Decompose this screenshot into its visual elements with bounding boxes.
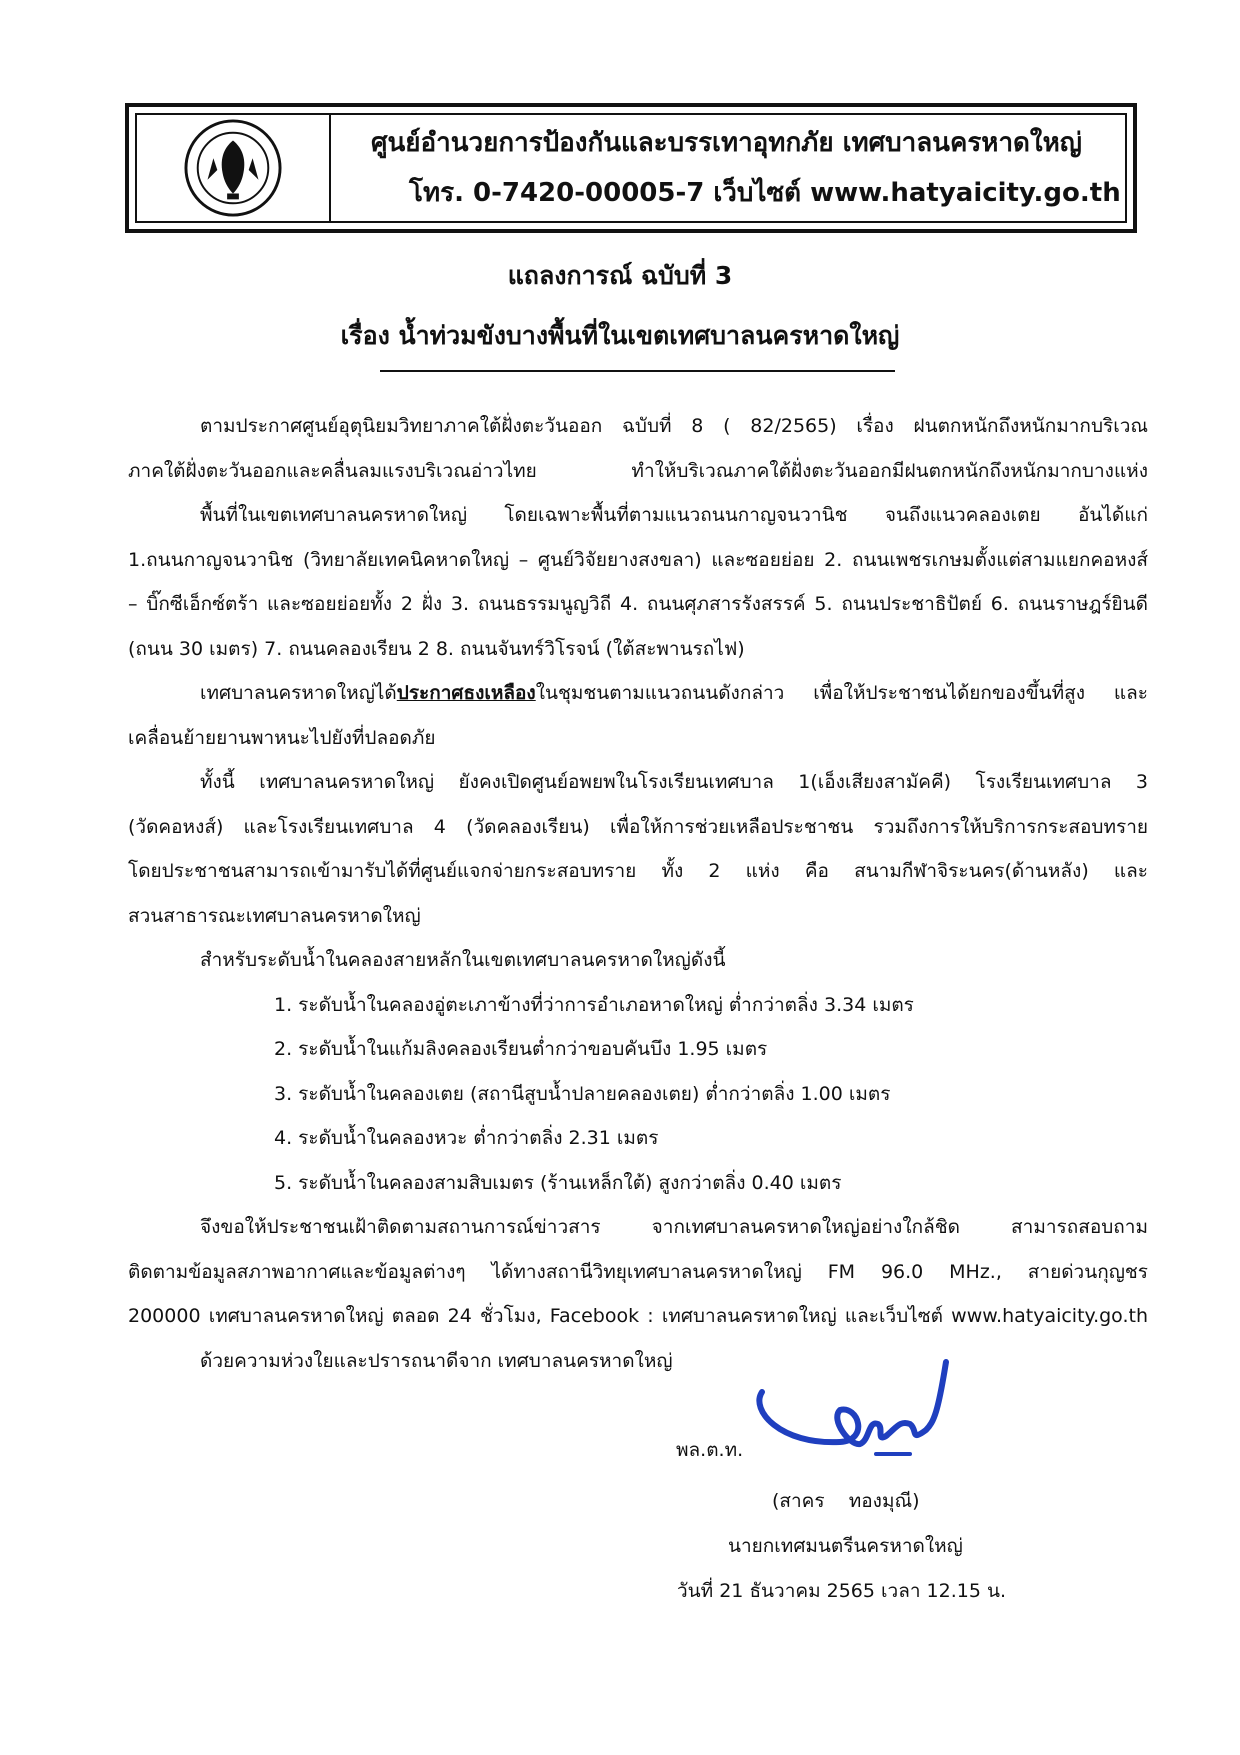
closing-line: ด้วยความห่วงใยและปรารถนาดีจาก เทศบาลนครหาดใหญ่ <box>200 1349 673 1372</box>
body-line: จึงขอให้ประชาชนเฝ้าติดตามสถานการณ์ข่าวสาร จากเทศบาลนครหาดใหญ่อย่างใกล้ชิด สามารถสอบถาม <box>200 1216 1148 1238</box>
water-level-item: 4. ระดับน้ำในคลองหวะ ต่ำกว่าตลิ่ง 2.31 เมตร <box>274 1127 659 1149</box>
body-line <box>128 671 1148 716</box>
body-text: ในชุมชนตามแนวถนนดังกล่าว เพื่อให้ประชาชนได้ยกของขึ้นที่สูง และ <box>535 682 1148 704</box>
body-line: พื้นที่ในเขตเทศบาลนครหาดใหญ่ โดยเฉพาะพื้นที่ตามแนวถนนกาญจนวานิช จนถึงแนวคลองเตย อันได้แก่ <box>200 504 1148 526</box>
title-divider <box>380 370 895 372</box>
letterhead-text <box>357 115 1121 221</box>
water-level-item: 1. ระดับน้ำในคลองอู่ตะเภาข้างที่ว่าการอำเภอหาดใหญ่ ต่ำกว่าตลิ่ง 3.34 เมตร <box>274 993 914 1016</box>
body-line: ทั้งนี้ เทศบาลนครหาดใหญ่ ยังคงเปิดศูนย์อพยพในโรงเรียนเทศบาล 1(เอ็งเสียงสามัคคี) โรงเรียนเทศบาล 3 <box>200 771 1148 793</box>
body-line: (วัดคอหงส์) และโรงเรียนเทศบาล 4 (วัดคลองเรียน) เพื่อให้การช่วยเหลือประชาชน รวมถึงการให้บริการกระสอบทราย <box>128 815 1148 838</box>
issue-date: วันที่ 21 ธันวาคม 2565 เวลา 12.15 น. <box>677 1580 1007 1602</box>
water-level-item: 2. ระดับน้ำในแก้มลิงคลองเรียนต่ำกว่าขอบคันบึง 1.95 เมตร <box>274 1038 768 1060</box>
body-line: – บิ๊กซีเอ็กซ์ตร้า และซอยย่อยทั้ง 2 ฝั่ง 3. ถนนธรรมนูญวิถี 4. ถนนศุภสารรังสรรค์ 5. ถนนประชาธิปัตย์ 6. ถนนราษฎร์ยินดี <box>128 593 1148 615</box>
signer-rank: พล.ต.ท. <box>676 1439 744 1461</box>
body-line: โดยประชาชนสามารถเข้ามารับได้ที่ศูนย์แจกจ่ายกระสอบทราย ทั้ง 2 แห่ง คือ สนามกีฬาจิระนคร(ด้านหลัง) และ <box>128 860 1148 882</box>
signer-name: (สาคร ทองมุณี) <box>772 1490 920 1512</box>
body-line: ติดตามข้อมูลสภาพอากาศและข้อมูลต่างๆ ได้ทางสถานีวิทยุเทศบาลนครหาดใหญ่ FM 96.0 MHz., สายด่วนกุญชร <box>128 1260 1148 1283</box>
body-line: 1.ถนนกาญจนวานิช (วิทยาลัยเทคนิคหาดใหญ่ – ศูนย์วิจัยยางสงขลา) และซอยย่อย 2. ถนนเพชรเกษมตั้งแต่สามแยกคอหงส์ <box>128 548 1148 571</box>
letterhead-inner-frame <box>135 113 1127 223</box>
body-line: ตามประกาศศูนย์อุตุนิยมวิทยาภาคใต้ฝั่งตะวันออก ฉบับที่ 8 ( 82/2565) เรื่อง ฝนตกหนักถึงหนักมากบริเวณ <box>200 415 1148 437</box>
body-line: (ถนน 30 เมตร) 7. ถนนคลองเรียน 2 8. ถนนจันทร์วิโรจน์ (ใต้สะพานรถไฟ) <box>128 637 745 660</box>
announcement-body <box>128 404 1148 1383</box>
center-name: ศูนย์อำนวยการป้องกันและบรรเทาอุทกภัย เทศบาลนครหาดใหญ่ <box>371 128 1082 158</box>
letterhead-box <box>125 103 1137 233</box>
municipal-seal-icon <box>184 119 282 217</box>
water-level-item: 5. ระดับน้ำในคลองสามสิบเมตร (ร้านเหล็กใต้) สูงกว่าตลิ่ง 0.40 เมตร <box>274 1171 842 1194</box>
body-text: เทศบาลนครหาดใหญ่ได้ <box>200 682 397 704</box>
body-line: สวนสาธารณะเทศบาลนครหาดใหญ่ <box>128 904 421 927</box>
announcement-subject: เรื่อง น้ำท่วมขังบางพื้นที่ในเขตเทศบาลนครหาดใหญ่ <box>340 321 900 350</box>
body-line: เคลื่อนย้ายยานพาหนะไปยังที่ปลอดภัย <box>128 726 436 749</box>
logo-cell <box>137 115 331 221</box>
body-line: 200000 เทศบาลนครหาดใหญ่ ตลอด 24 ชั่วโมง, Facebook : เทศบาลนครหาดใหญ่ และเว็บไซต์ www.hatyaicity.go.th <box>128 1305 1148 1327</box>
water-level-item: 3. ระดับน้ำในคลองเตย (สถานีสูบน้ำปลายคลองเตย) ต่ำกว่าตลิ่ง 1.00 เมตร <box>274 1082 891 1105</box>
body-line: ภาคใต้ฝั่งตะวันออกและคลื่นลมแรงบริเวณอ่าวไทย ทำให้บริเวณภาคใต้ฝั่งตะวันออกมีฝนตกหนักถึงหนักมากบางแห่ง <box>128 459 1148 482</box>
announcement-number: แถลงการณ์ ฉบับที่ 3 <box>507 261 733 290</box>
signer-position: นายกเทศมนตรีนครหาดใหญ่ <box>728 1535 963 1557</box>
yellow-flag-notice: ประกาศธงเหลือง <box>396 682 536 704</box>
contact-line: โทร. 0-7420-00005-7 เว็บไซต์ www.hatyaicity.go.th <box>409 178 1121 208</box>
body-line: สำหรับระดับน้ำในคลองสายหลักในเขตเทศบาลนครหาดใหญ่ดังนี้ <box>200 949 726 971</box>
